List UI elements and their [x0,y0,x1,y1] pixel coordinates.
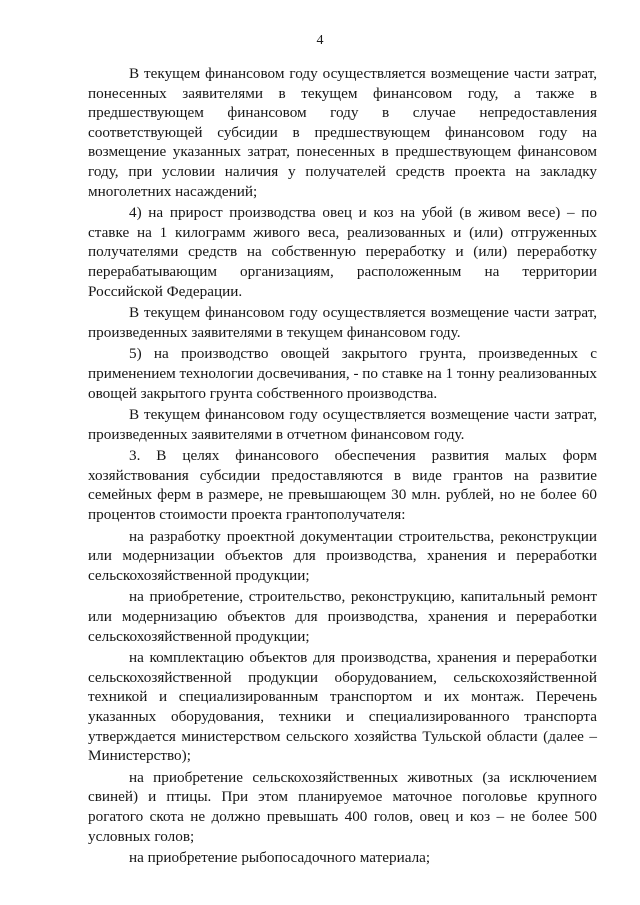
paragraph-compensation-perennial: В текущем финансовом году осуществляется возмещение части затрат, понесенных заявителями в текущем финансовом году, а также в предшествующем финансовом году в случае непредоставления соответствующей субсидии в предшествующем финансовом году на возмещение указанных затрат, понесенных в предшествующем финансовом году, при условии наличия у получателей средств проекта на закладку многолетних насаждений; [88,65,597,200]
paragraph-item-5-greenhouse-vegetables: 5) на производство овощей закрытого грунта, произведенных с применением технологии досвечивания, - по ставке на 1 тонну реализованных овощей закрытого грунта собственного производства. [88,345,597,402]
page-number: 4 [316,33,324,48]
document-body [88,64,597,868]
list-item-construction: на приобретение, строительство, реконструкцию, капитальный ремонт или модернизацию объектов для производства, хранения и переработки сельскохозяйственной продукции; [88,588,597,645]
list-item-equipment: на комплектацию объектов для производства, хранения и переработки сельскохозяйственной продукции оборудованием, сельскохозяйственной техникой и специализированным транспортом и их монтаж. Перечень указанных оборудования, техники и специализированного транспорта утверждается министерством сельского хозяйства Тульской области (далее – Министерство); [88,649,597,765]
list-item-design-documentation: на разработку проектной документации строительства, реконструкции или модернизации объектов для производства, хранения и переработки сельскохозяйственной продукции; [88,527,597,584]
paragraph-item-3-family-farm-grants: 3. В целях финансового обеспечения развития малых форм хозяйствования субсидии предоставляются в виде грантов на развитие семейных ферм в размере, не превышающем 30 млн. рублей, но не более 60 процентов стоимости проекта грантополучателя: [88,447,597,524]
list-item-fish-stock: на приобретение рыбопосадочного материала; [129,849,431,867]
paragraph-compensation-reporting-year: В текущем финансовом году осуществляется возмещение части затрат, произведенных заявителями в отчетном финансовом году. [88,406,597,443]
list-item-livestock: на приобретение сельскохозяйственных животных (за исключением свиней) и птицы. При этом планируемое маточное поголовье крупного рогатого скота не должно превышать 400 голов, овец и коз – не более 500 условных голов; [88,768,597,845]
paragraph-compensation-current-year: В текущем финансовом году осуществляется возмещение части затрат, произведенных заявителями в текущем финансовом году. [88,304,597,341]
paragraph-item-4-sheep-goats: 4) на прирост производства овец и коз на убой (в живом весе) – по ставке на 1 килограмм живого веса, реализованных и (или) отгруженных получателями средств на собственную переработку и (или) переработку перерабатывающим организациям, расположенным на территории Российской Федерации. [88,204,597,300]
